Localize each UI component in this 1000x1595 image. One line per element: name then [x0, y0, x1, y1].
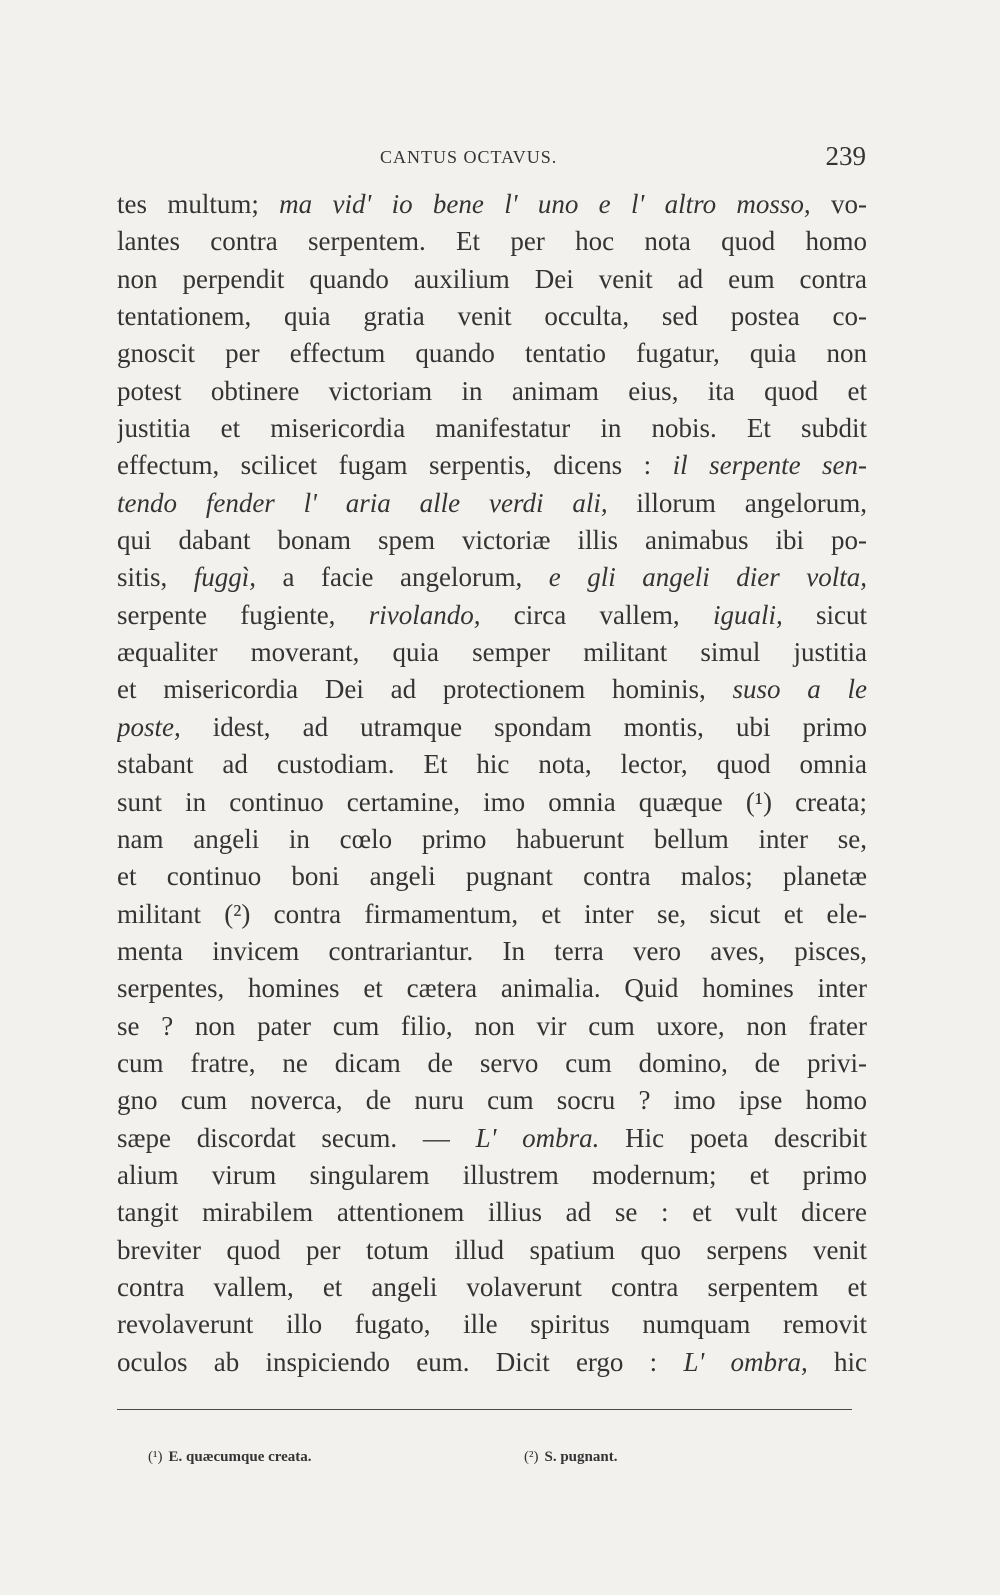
text-line	[117, 261, 867, 298]
text-line	[117, 746, 867, 783]
text-run: justitia et misericordia manifestatur in nobis. Et subdit	[117, 413, 867, 444]
text-run: vo-	[810, 189, 867, 219]
text-run: lantes contra serpentem. Et per hoc nota quod homo	[117, 226, 867, 257]
text-run: militant (²) contra firmamentum, et inter se, sicut et ele-	[117, 898, 867, 929]
text-run: et continuo boni angeli pugnant contra malos; planetæ	[117, 861, 867, 892]
text-run: breviter quod per totum illud spatium quo serpens venit	[117, 1234, 867, 1265]
italic-quotation: rivolando,	[368, 599, 481, 630]
italic-quotation: fuggì,	[193, 562, 257, 593]
text-line	[117, 858, 867, 895]
text-run: Hic poeta describit	[599, 1122, 867, 1153]
footnote-marker: (¹)	[148, 1449, 163, 1465]
italic-quotation: L' ombra,	[683, 1346, 808, 1377]
text-run: serpentes, homines et cætera animalia. Quid homines inter	[117, 973, 867, 1004]
text-run: cum fratre, ne dicam de servo cum domino, de privi-	[117, 1047, 867, 1078]
footnote-2	[524, 1447, 617, 1467]
text-run: sæpe discordat secum. —	[117, 1122, 476, 1153]
text-run: nam angeli in cœlo primo habuerunt bellum inter se,	[117, 823, 867, 854]
text-run: circa vallem,	[480, 599, 713, 630]
running-title: CANTUS OCTAVUS.	[380, 147, 558, 167]
text-run: tangit mirabilem attentionem illius ad se : et vult dicere	[117, 1197, 867, 1228]
text-line	[117, 1269, 867, 1306]
text-line	[117, 335, 867, 372]
text-line	[117, 1194, 867, 1231]
text-run: sitis,	[117, 562, 194, 593]
italic-quotation: poste,	[117, 711, 181, 742]
text-line	[117, 1045, 867, 1082]
text-run: potest obtinere victoriam in animam eius, ita quod et	[117, 375, 867, 406]
text-line	[117, 896, 867, 933]
text-line	[117, 784, 867, 821]
page-number: 239	[825, 141, 866, 171]
text-line	[117, 410, 867, 447]
italic-quotation: il serpente sen-	[672, 450, 867, 481]
text-run: gnoscit per effectum quando tentatio fugatur, quia non	[117, 338, 867, 369]
text-run: alium virum singularem illustrem modernum; et primo	[117, 1159, 867, 1190]
text-line	[117, 559, 867, 596]
text-line	[117, 1157, 867, 1194]
text-line	[117, 634, 867, 671]
footnote-text: S. pugnant.	[544, 1449, 618, 1465]
text-run: serpente fugiente,	[117, 599, 369, 630]
text-run: tentationem, quia gratia venit occulta, sed postea co-	[117, 301, 867, 332]
text-run: oculos ab inspiciendo eum. Dicit ergo :	[117, 1346, 684, 1377]
footnote-marker: (²)	[524, 1449, 539, 1465]
text-run: non perpendit quando auxilium Dei venit ad eum contra	[117, 263, 867, 294]
italic-quotation: suso a le	[732, 674, 867, 705]
text-run: tes multum;	[117, 189, 280, 219]
text-line	[117, 1344, 867, 1381]
text-line	[117, 933, 867, 970]
text-run: sicut	[782, 599, 867, 630]
text-run: contra vallem, et angeli volaverunt contra serpentem et	[117, 1271, 867, 1302]
text-run: æqualiter moverant, quia semper militant simul justitia	[117, 637, 867, 668]
text-line	[117, 1008, 867, 1045]
italic-quotation: e gli angeli dier volta,	[548, 562, 867, 593]
text-run: revolaverunt illo fugato, ille spiritus numquam removit	[117, 1309, 867, 1340]
text-line	[117, 597, 867, 634]
text-line	[117, 1120, 867, 1157]
text-run: stabant ad custodiam. Et hic nota, lector, quod omnia	[117, 749, 867, 780]
text-run: se ? non pater cum filio, non vir cum uxore, non frater	[117, 1010, 867, 1041]
text-run: a facie angelorum,	[256, 562, 549, 593]
text-line	[117, 1082, 867, 1119]
text-line	[117, 970, 867, 1007]
text-run: hic	[807, 1346, 867, 1377]
text-line	[117, 447, 867, 484]
text-run: qui dabant bonam spem victoriæ illis animabus ibi po-	[117, 525, 867, 556]
body-text	[117, 186, 867, 1381]
italic-quotation: iguali,	[712, 599, 783, 630]
text-line	[117, 821, 867, 858]
text-line	[117, 1232, 867, 1269]
text-line	[117, 186, 867, 223]
text-run: idest, ad utramque spondam montis, ubi primo	[180, 711, 867, 742]
text-line	[117, 485, 867, 522]
text-line	[117, 298, 867, 335]
text-run: et misericordia Dei ad protectionem hominis,	[117, 674, 733, 705]
text-line	[117, 373, 867, 410]
footnote-rule	[117, 1409, 852, 1410]
italic-quotation: tendo fender l' aria alle verdi ali,	[117, 487, 608, 518]
text-run: gno cum noverca, de nuru cum socru ? imo ipse homo	[117, 1085, 867, 1116]
text-line	[117, 223, 867, 260]
text-run: menta invicem contrariantur. In terra vero aves, pisces,	[117, 935, 867, 966]
text-line	[117, 709, 867, 746]
text-run: sunt in continuo certamine, imo omnia quæque (¹) creata;	[117, 786, 867, 817]
text-line	[117, 671, 867, 708]
italic-quotation: ma vid' io bene l' uno e l' altro mosso,	[279, 189, 811, 219]
text-run: illorum angelorum,	[607, 487, 867, 518]
italic-quotation: L' ombra.	[475, 1122, 600, 1153]
footnote-text: E. quæcumque creata.	[168, 1449, 312, 1465]
footnote-1	[148, 1447, 312, 1467]
text-run: effectum, scilicet fugam serpentis, dicens :	[117, 450, 673, 481]
text-line	[117, 522, 867, 559]
text-line	[117, 1306, 867, 1343]
